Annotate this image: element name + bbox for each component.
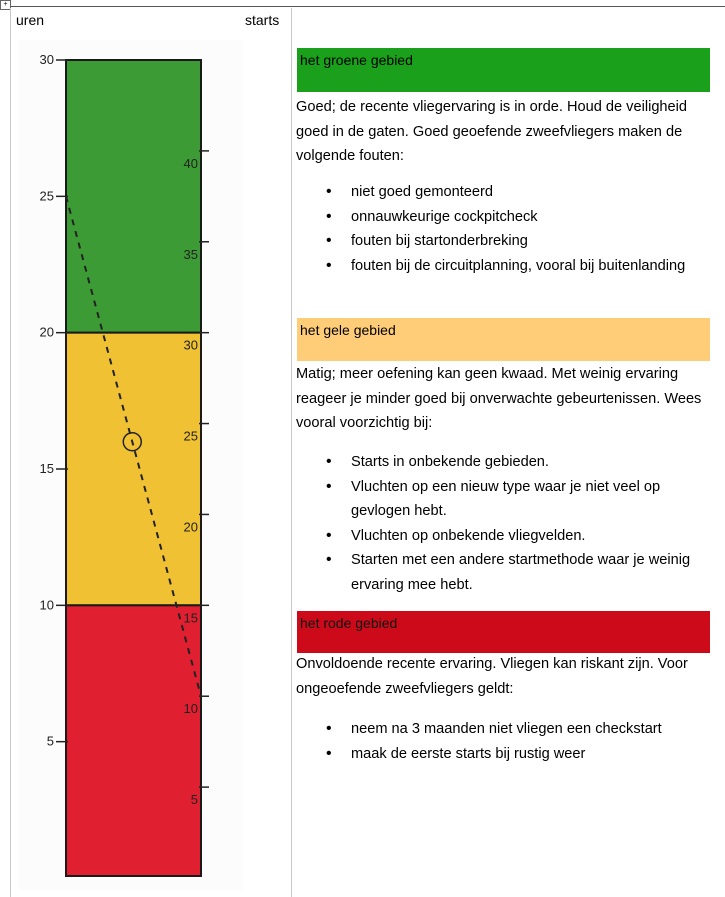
red-area-list (296, 717, 716, 766)
list-item: • Vluchten op onbekende vliegvelden. (296, 524, 716, 549)
green-area-description: Goed; de recente vliegervaring is in orde. Houd de veiligheid goed in de gaten. Goed geoefende zweefvliegers maken de volgende fouten: (296, 99, 688, 164)
list-item: • onnauwkeurige cockpitcheck (296, 205, 716, 230)
starts-tick-label: 20 (183, 519, 198, 535)
hours-tick-label: 30 (39, 52, 54, 67)
list-item: • niet goed gemonteerd (296, 180, 716, 205)
yellow-area-title: het gele gebied (300, 322, 396, 338)
hours-header: uren (16, 12, 45, 28)
red-area-header (297, 611, 710, 653)
starts-tick-label: 40 (183, 155, 198, 171)
list-item: • Starts in onbekende gebieden. (296, 450, 716, 475)
table-top-border (10, 6, 725, 7)
hours-tick-label: 10 (39, 597, 54, 613)
starts-tick-label: 35 (183, 246, 198, 262)
yellow-area-list (296, 450, 716, 597)
list-item: • Vluchten op een nieuw type waar je niet veel op gevlogen hebt. (296, 475, 716, 524)
starts-tick-label: 5 (190, 792, 198, 808)
red-area-title: het rode gebied (300, 615, 398, 631)
yellow-area-header (297, 318, 710, 361)
starts-header: starts (245, 12, 280, 28)
list-item: • maak de eerste starts bij rustig weer (296, 742, 716, 767)
table-anchor-icon[interactable]: + (0, 0, 11, 10)
starts-tick-label: 30 (183, 337, 198, 353)
table-left-border (10, 8, 11, 897)
list-item: • neem na 3 maanden niet vliegen een checkstart (296, 717, 716, 742)
list-item: • Starten met een andere startmethode waar je weinig ervaring mee hebt. (296, 548, 716, 597)
zone-green (66, 60, 201, 333)
zone-red (66, 605, 201, 876)
list-item: • fouten bij startonderbreking (296, 229, 716, 254)
green-area-header (297, 48, 710, 92)
hours-tick-label: 5 (46, 733, 54, 749)
table-column-divider (291, 8, 292, 897)
experience-scale-chart (18, 40, 243, 890)
list-item: • fouten bij de circuitplanning, vooral bij buitenlanding (296, 254, 716, 279)
starts-tick-label: 15 (183, 610, 198, 626)
starts-tick-label: 25 (183, 428, 198, 444)
starts-tick-label: 10 (183, 701, 198, 717)
hours-tick-label: 20 (39, 324, 54, 340)
yellow-area-description: Matig; meer oefening kan geen kwaad. Met weinig ervaring reageer je minder goed bij onverwachte gebeurtenissen. Wees vooral voorzichtig bij: (296, 366, 702, 431)
red-area-description: Onvoldoende recente ervaring. Vliegen kan riskant zijn. Voor ongeoefende zweefvliegers geldt: (296, 656, 688, 697)
green-area-title: het groene gebied (300, 52, 413, 68)
green-area-list (296, 180, 716, 278)
zone-yellow (66, 333, 201, 606)
hours-tick-label: 15 (39, 461, 54, 476)
hours-tick-label: 25 (39, 188, 54, 204)
